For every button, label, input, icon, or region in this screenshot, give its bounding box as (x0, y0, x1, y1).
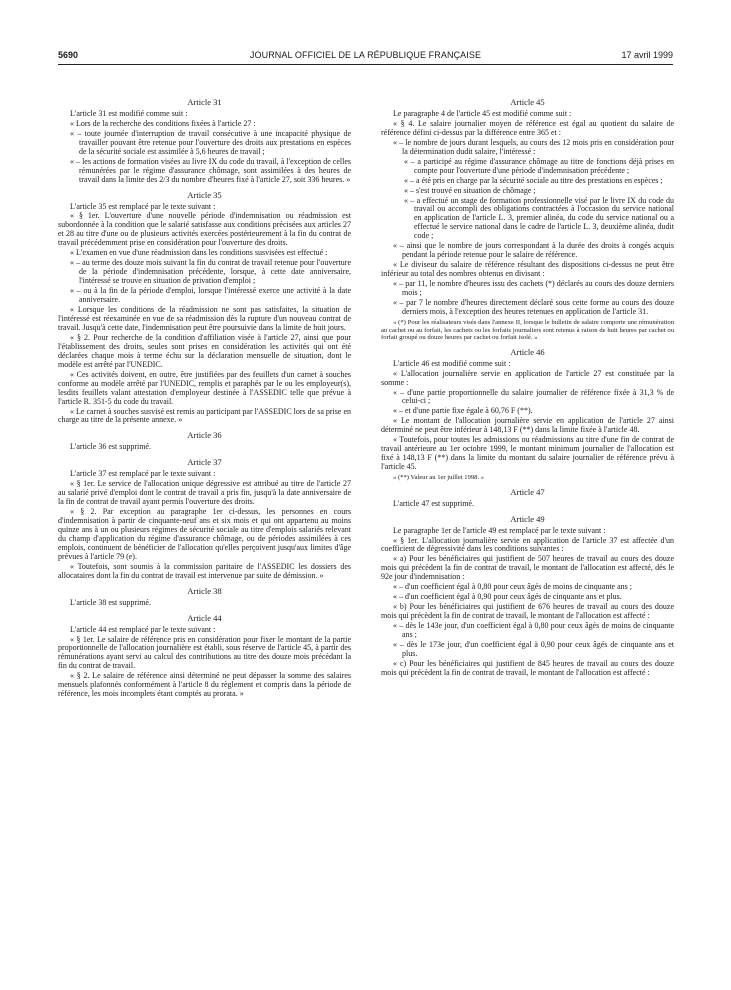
article-heading: Article 38 (187, 585, 222, 596)
paragraph: L'article 31 est modifié comme suit : (70, 108, 188, 118)
header-rule (58, 64, 673, 65)
paragraph: L'article 36 est supprimé. (70, 442, 151, 452)
article-heading: Article 46 (510, 346, 545, 357)
paragraph: « b) Pour les bénéficiaires qui justifient de 676 heures de travail au cours des douze mois qui précèdent la fin de contrat de travail, le montant de l'allocation est affecté : (381, 602, 674, 621)
paragraph: « Toutefois, sont soumis à la commission paritaire de l'ASSEDIC les dossiers des allocataires dont la fin du contrat de travail est intervenue par suite de démission. » (58, 561, 351, 580)
article-heading: Article 49 (510, 513, 545, 524)
list-item: « – les actions de formation visées au livre IX du code du travail, à l'exception de celles rémunérées par le régime d'assurance chômage, sont assimilées à des heures de travail dans la limite des 2/3 du nombre d'heures fixé à l'article 27, soit 336 heures. » (70, 156, 351, 184)
paragraph: « § 1er. L'ouverture d'une nouvelle période d'indemnisation ou réadmission est subordonnée à la condition que le salarié satisfasse aux conditions précisées aux articles 27 et 28 au titre d'une ou de plusieurs activités exercées postérieurement à la fin du contrat de travail précédemment prise en considération pour l'ouverture des droits. (58, 211, 351, 248)
article-heading: Article 37 (187, 457, 222, 468)
sub-list-item: « – a été pris en charge par la sécurité sociale au titre des prestations en espèces ; (404, 175, 663, 185)
list-item: « – d'un coefficient égal à 0,90 pour ceux âgés de cinquante ans et plus. (393, 592, 622, 602)
article-heading: Article 47 (510, 486, 545, 497)
paragraph: « L'allocation journalière servie en application de l'article 27 est constituée par la somme : (381, 368, 674, 387)
right-column (381, 98, 674, 679)
article-heading: Article 45 (510, 98, 545, 107)
list-item: « – ou à la fin de la période d'emploi, lorsque l'intéressé exerce une activité à la date anniversaire. (70, 286, 351, 305)
paragraph: « § 4. Le salaire journalier moyen de référence est égal au quotient du salaire de référence défini ci-dessus par la différence entre 365 et : (381, 118, 674, 137)
paragraph: « § 1er. Le service de l'allocation unique dégressive est attribué au titre de l'article 27 au salarié privé d'emploi dont le contrat de travail a pris fin, jusqu'à la date anniversaire de la fin de contrat de travail ayant permis l'ouverture des droits. (58, 479, 351, 507)
list-item: « – ainsi que le nombre de jours correspondant à la durée des droits à congés acquis pendant la période retenue pour le salaire de référence. (393, 241, 674, 260)
sub-list-item: « – a effectué un stage de formation professionnelle visé par le livre IX du code du travail ou accompli des obligations contractées à l'occasion du service national en application de l'article L. 3, premier alinéa, du code du service national ou a effectué le service national dans le cadre de l'article L. 3, deuxième alinéa, dudit code ; (404, 195, 674, 241)
list-item: « – par 7 le nombre d'heures directement déclaré sous cette forme au cours des douze derniers mois, à l'exception des heures retenues en application de l'article 31. (393, 298, 674, 316)
issue-date: 17 avril 1999 (621, 50, 673, 60)
paragraph: « § 2. Pour recherche de la condition d'affiliation visée à l'article 27, ainsi que pour l'établissement des droits, seules sont prises en considération les activités qui ont été déclarées chaque mois à terme échu sur la déclaration mensuelle de situation, dont le modèle est arrêté par l'UNEDIC. (58, 332, 351, 369)
list-item: « – au terme des douze mois suivant la fin du contrat de travail retenue pour l'ouverture de la période d'indemnisation précédente, lorsque, à cette date anniversaire, l'intéressé se trouve en situation de privation d'emploi ; (70, 258, 351, 286)
article-heading: Article 44 (187, 612, 222, 623)
list-item: « – dès le 173e jour, d'un coefficient égal à 0,90 pour ceux âgés de cinquante ans et plus. (393, 639, 674, 658)
footnote: « (*) Pour les réalisateurs visés dans l'annexe II, lorsque le bulletin de salaire comporte une rémunération au cachet ou au forfait, les cachets ou les forfaits journaliers sont retenus à raison de huit heures par cachet ou forfait groupé ou douze heures par cachet ou forfait isolé. » (381, 318, 674, 342)
paragraph: L'article 44 est remplacé par le texte suivant : (70, 624, 216, 634)
paragraph: « § 1er. Le salaire de référence pris en considération pour fixer le montant de la partie proportionnelle de l'allocation journalière est établi, sous réserve de l'article 45, à partir des rémunérations ayant servi au calcul des contributions au titre des douze mois précédant la fin du contrat de travail. (58, 634, 351, 671)
page-number: 5690 (58, 50, 79, 60)
paragraph: Le paragraphe 1er de l'article 49 est remplacé par le texte suivant : (393, 525, 606, 535)
journal-title: JOURNAL OFFICIEL DE LA RÉPUBLIQUE FRANÇAISE (249, 50, 482, 60)
paragraph: « Le montant de l'allocation journalière servie en application de l'article 27 ainsi déterminé ne peut être inférieur à 148,13 F (**) dans la limite fixée à l'article 48. (381, 416, 674, 435)
paragraph: « Le carnet à souches susvisé est remis au participant par l'ASSEDIC lors de sa prise en charge au titre de la présente annexe. » (58, 406, 351, 425)
paragraph: « c) Pour les bénéficiaires qui justifient de 845 heures de travail au cours des douze mois qui précèdent la fin de contrat de travail, le montant de l'allocation est affecté : (381, 658, 674, 677)
paragraph: L'article 37 est remplacé par le texte suivant : (70, 469, 216, 479)
paragraph: L'article 35 est remplacé par le texte suivant : (70, 201, 216, 211)
list-item: « – et d'une partie fixe égale à 60,76 F (**). (393, 406, 533, 416)
paragraph: « Ces activités doivent, en outre, être justifiées par des feuillets d'un carnet à souches conforme au modèle arrêté par l'UNEDIC, remplis et paraphés par le ou les employeur(s), lesdits feuillets valant attestation d'employeur destinée à l'ASSEDIC telle que prévue à l'article R. 351-5 du code du travail. (58, 369, 351, 406)
list-item: « – d'un coefficient égal à 0,80 pour ceux âgés de moins de cinquante ans ; (393, 582, 632, 592)
left-column (58, 98, 351, 700)
list-item: « – le nombre de jours durant lesquels, au cours des 12 mois pris en considération pour la détermination dudit salaire, l'intéressé : (393, 137, 674, 156)
paragraph: « Lorsque les conditions de la réadmission ne sont pas satisfaites, la situation de l'intéressé est réexaminée en vue de sa réadmission dès la rupture d'un nouveau contrat de travail. Jusqu'à cette date, l'indemnisation peut être poursuivie dans la limite de huit jours. (58, 305, 351, 332)
paragraph: « Le diviseur du salaire de référence résultant des dispositions ci-dessus ne peut être inférieur au total des nombres obtenus en divisant : (381, 260, 674, 279)
article-heading: Article 31 (187, 98, 222, 107)
paragraph: « § 2. Par exception au paragraphe 1er ci-dessus, les personnes en cours d'indemnisation à partir de cinquante-neuf ans et six mois et qui ont appartenu au moins quinze ans à un ou plusieurs régimes de sécurité sociale au titre d'emplois salariés relevant du champ d'application du régime d'assurance chômage, ou de périodes assimilées à ces emplois, continuent de bénéficier de l'allocation qu'elles perçoivent jusqu'aux limites d'âge prévues à l'article 79 (e). (58, 507, 351, 561)
paragraph: L'article 38 est supprimé. (70, 597, 151, 607)
sub-list-item: « – s'est trouvé en situation de chômage ; (404, 185, 536, 195)
page-header (58, 50, 673, 64)
paragraph: « § 1er. L'allocation journalière servie en application de l'article 37 est affectée d'un coefficient de dégressivité dans les conditions suivantes : (381, 535, 674, 554)
list-item: « – par 11, le nombre d'heures issu des cachets (*) déclarés au cours des douze derniers mois ; (393, 279, 674, 298)
article-heading: Article 35 (187, 189, 222, 200)
paragraph: « a) Pour les bénéficiaires qui justifient de 507 heures de travail au cours des douze mois qui précèdent la fin de contrat de travail, le montant de l'allocation est affecté, dès le 92e jour d'indemnisation : (381, 554, 674, 582)
footnote: « (**) Valeur au 1er juillet 1998. » (393, 474, 485, 482)
paragraph: L'article 46 est modifié comme suit : (393, 358, 511, 368)
paragraph: Le paragraphe 4 de l'article 45 est modifié comme suit : (393, 108, 572, 118)
list-item: « – dès le 143e jour, d'un coefficient égal à 0,80 pour ceux âgés de moins de cinquante ans ; (393, 621, 674, 640)
paragraph: « L'examen en vue d'une réadmission dans les conditions susvisées est effectué : (70, 248, 328, 258)
sub-list-item: « – a participé au régime d'assurance chômage au titre de fonctions déjà prises en compte pour l'ouverture d'une période d'indemnisation précédente ; (404, 156, 674, 175)
paragraph: « Lors de la recherche des conditions fixées à l'article 27 : (70, 118, 256, 128)
article-heading: Article 36 (187, 430, 222, 441)
paragraph: « Toutefois, pour toutes les admissions ou réadmissions au titre d'une fin de contrat de travail antérieure au 1er octobre 1999, le montant minimum journalier de l'allocation est fixé à 148,13 F (**) dans la limite du montant du salaire journalier de référence prévu à l'article 45. (381, 435, 674, 472)
list-item: « – d'une partie proportionnelle du salaire journalier de référence fixée à 31,3 % de celui-ci ; (393, 387, 674, 406)
list-item: « – toute journée d'interruption de travail consécutive à une incapacité physique de travailler pouvant être retenue pour l'ouverture des droits aux prestations en espèces de la sécurité sociale est assimilée à 5,6 heures de travail ; (70, 128, 351, 156)
paragraph: « § 2. Le salaire de référence ainsi déterminé ne peut dépasser la somme des salaires mensuels plafonnés conformément à l'article 8 du règlement et compris dans la période de référence, les mois incomplets étant comptés au prorata. » (58, 671, 351, 699)
paragraph: L'article 47 est supprimé. (393, 498, 474, 508)
